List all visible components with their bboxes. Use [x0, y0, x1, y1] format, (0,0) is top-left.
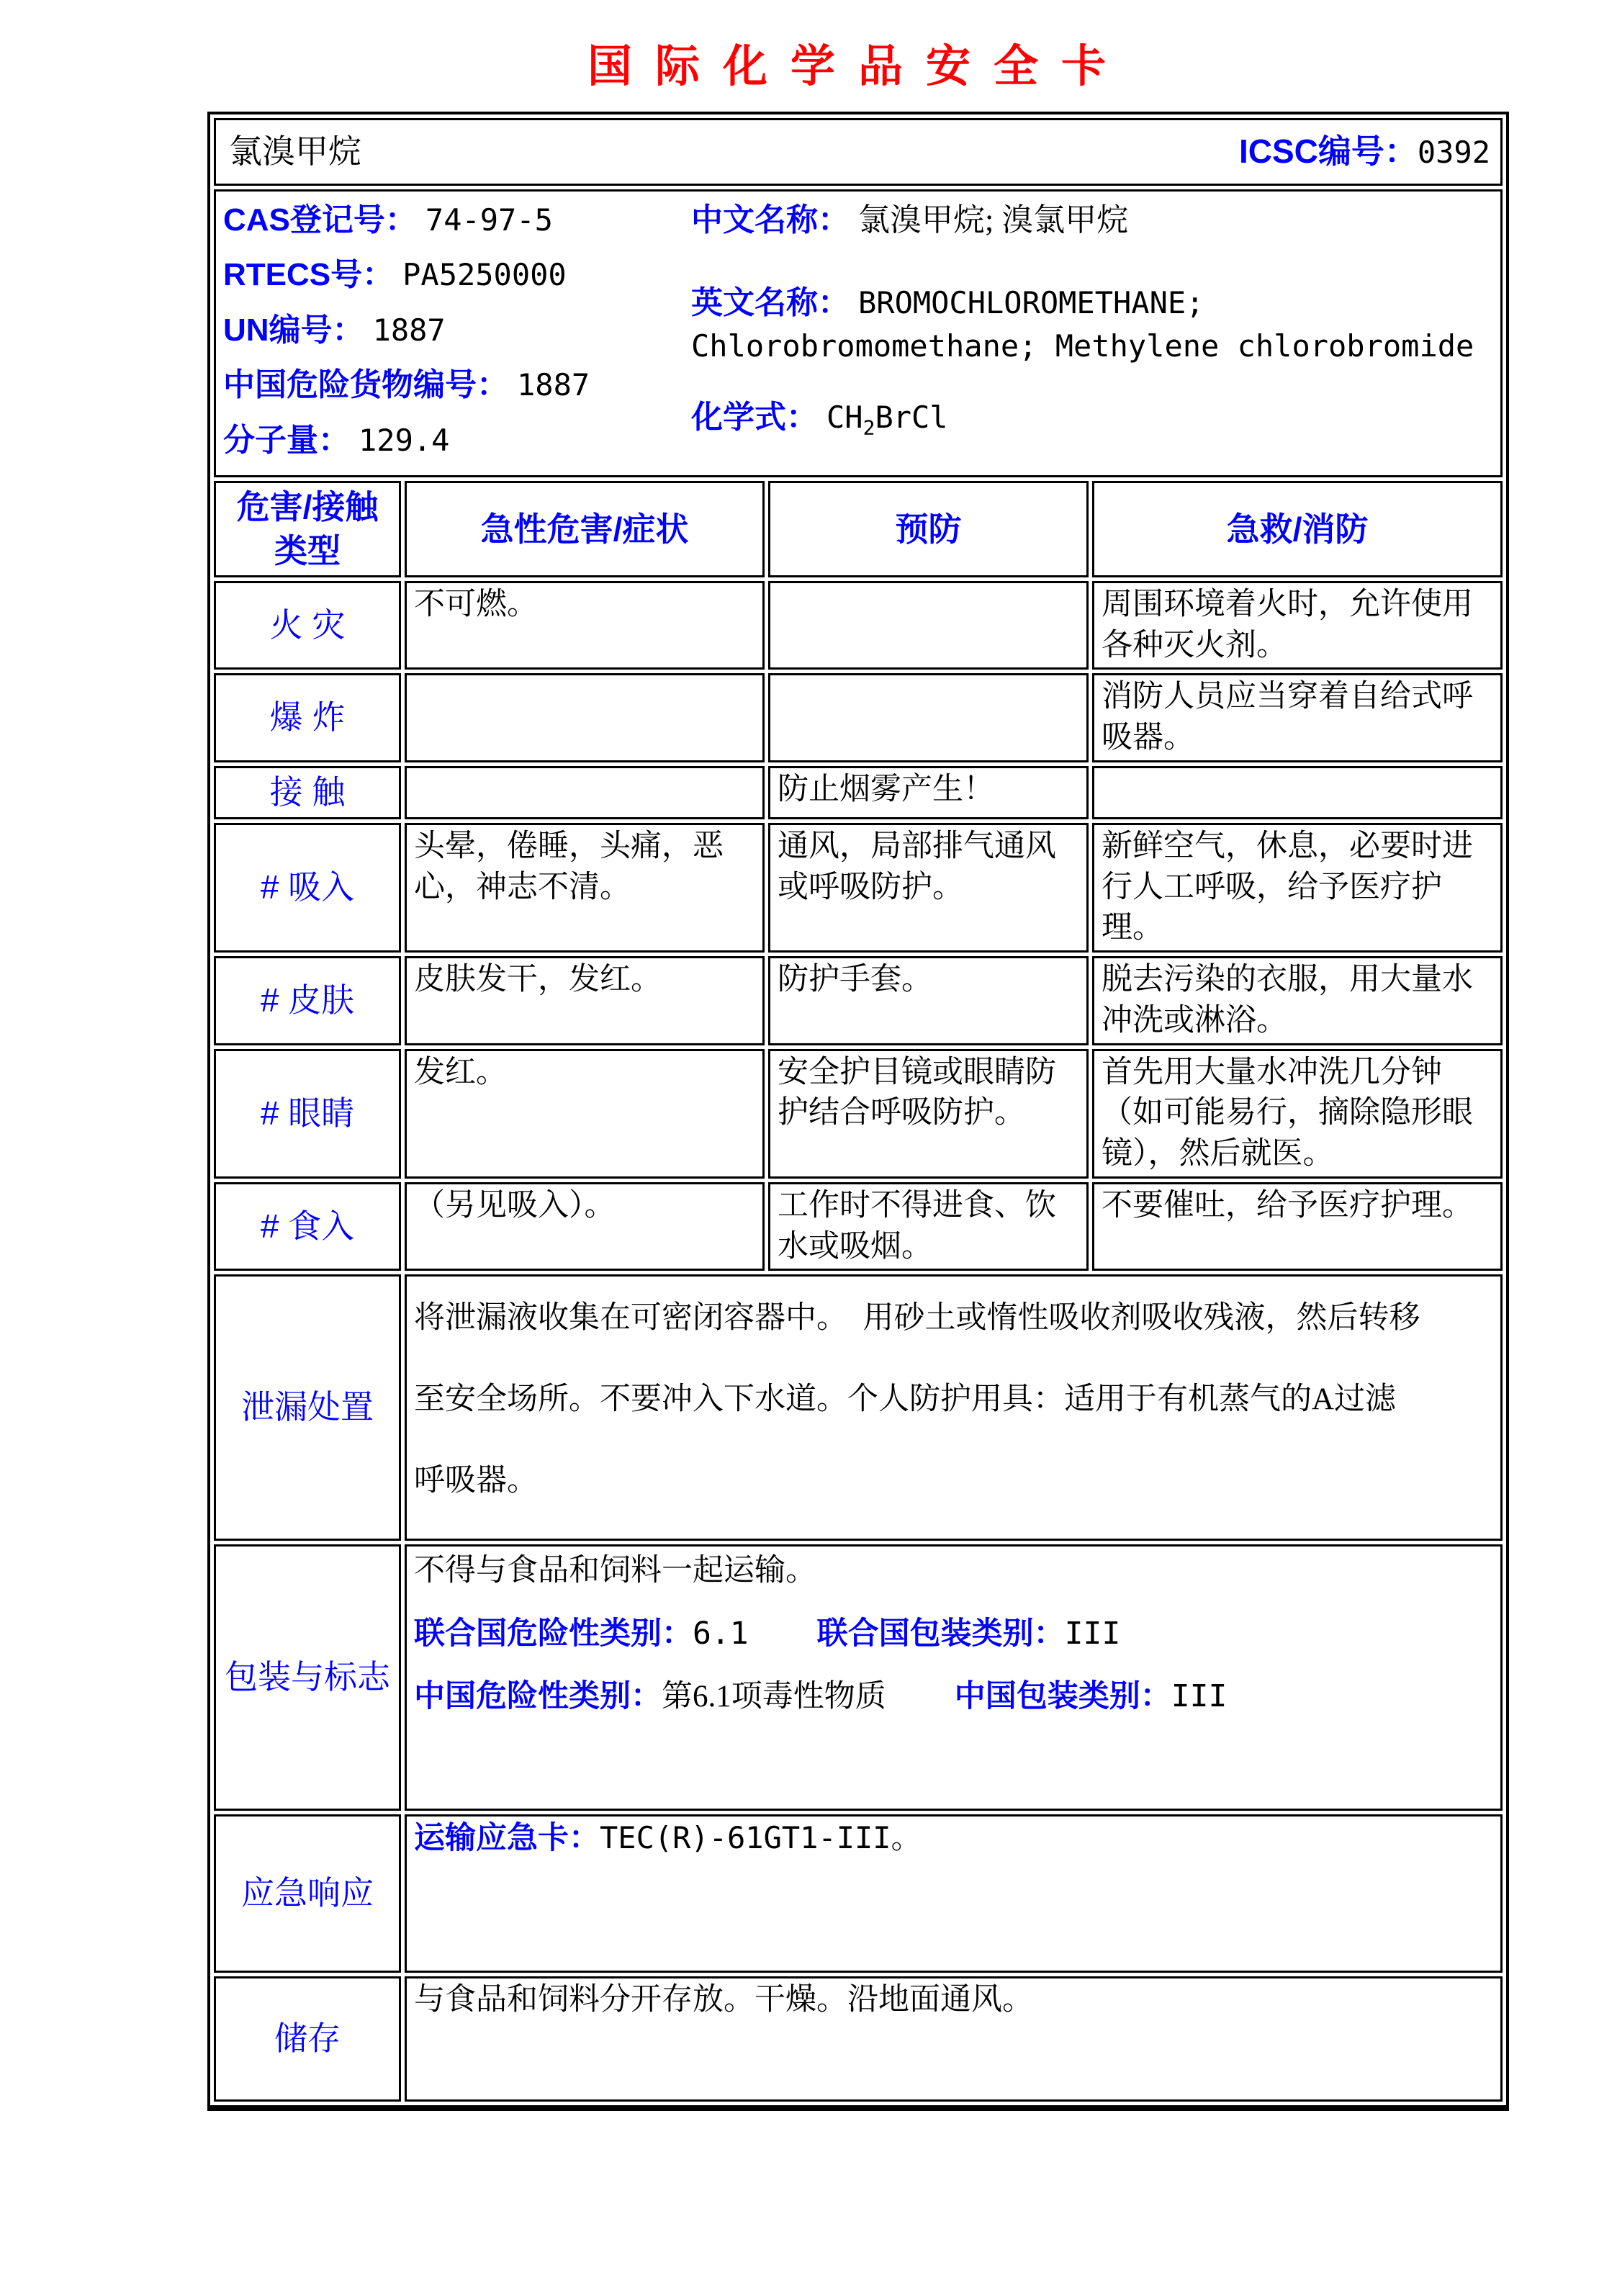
inhalation-label: # 吸入 — [214, 823, 401, 953]
explosion-prevention-cell — [768, 673, 1089, 762]
hazard-row-fire — [214, 581, 1503, 670]
mol-weight-label: 分子量： — [223, 422, 350, 458]
eyes-prevention-cell: 安全护目镜或眼睛防护结合呼吸防护。 — [768, 1049, 1089, 1179]
un-packing-group-label: 联合国包装类别： — [816, 1616, 1065, 1651]
ingestion-first-aid-cell: 不要催吐，给予医疗护理。 — [1092, 1182, 1503, 1271]
header-acute-symptoms: 急性危害/症状 — [405, 481, 765, 577]
fire-first-aid-cell: 周围环境着火时，允许使用各种灭火剂。 — [1092, 581, 1503, 670]
eyes-first-aid-cell: 首先用大量水冲洗几分钟（如可能易行，摘除隐形眼镜），然后就医。 — [1092, 1049, 1503, 1179]
inhalation-symptoms-cell: 头晕，倦睡，头痛，恶心，神志不清。 — [405, 823, 765, 953]
emergency-row — [214, 1814, 1503, 1973]
name-flex — [223, 130, 1493, 174]
contact-prevention-cell: 防止烟雾产生！ — [768, 766, 1089, 819]
hazard-row-contact — [214, 766, 1503, 819]
identifiers-cell — [214, 189, 1503, 477]
hazard-row-skin — [214, 956, 1503, 1045]
spill-row — [214, 1274, 1503, 1541]
hazard-header-row — [214, 481, 1503, 577]
cas-label: CAS登记号： — [223, 202, 417, 238]
identifiers-left-column — [223, 199, 691, 474]
inhalation-prevention-cell: 通风，局部排气通风或呼吸防护。 — [768, 823, 1089, 953]
fire-prevention-cell — [768, 581, 1089, 670]
inhalation-first-aid-cell: 新鲜空气，休息，必要时进行人工呼吸，给予医疗护理。 — [1092, 823, 1503, 953]
packaging-transport-note: 不得与食品和饲料一起运输。 — [414, 1554, 816, 1588]
cn-dg-value: 1887 — [517, 367, 590, 403]
cn-classification-line — [414, 1673, 1493, 1721]
name-cell — [214, 118, 1503, 186]
cas-number-line — [223, 199, 691, 241]
icsc-number-group — [1239, 130, 1493, 174]
emergency-label: 应急响应 — [214, 1814, 401, 1973]
english-name-line — [691, 282, 1493, 367]
contact-label: 接 触 — [214, 766, 401, 819]
un-hazard-class-label: 联合国危险性类别： — [414, 1616, 693, 1651]
storage-label: 储存 — [214, 1976, 401, 2102]
icsc-label: ICSC编号： — [1238, 132, 1418, 171]
rtecs-value: PA5250000 — [402, 257, 567, 293]
cn-dg-label: 中国危险货物编号： — [223, 367, 508, 403]
packaging-content-cell — [405, 1544, 1503, 1811]
rtecs-label: RTECS号： — [223, 257, 395, 293]
explosion-first-aid-cell: 消防人员应当穿着自给式呼吸器。 — [1092, 673, 1503, 762]
formula-subscript: 2 — [862, 415, 875, 440]
un-number-line — [223, 309, 691, 351]
skin-label: # 皮肤 — [214, 956, 401, 1045]
header-prevention: 预防 — [768, 481, 1089, 577]
identifiers-row — [214, 189, 1503, 477]
storage-content-cell: 与食品和饲料分开存放。干燥。沿地面通风。 — [405, 1976, 1503, 2102]
hazard-row-eyes — [214, 1049, 1503, 1179]
skin-prevention-cell: 防护手套。 — [768, 956, 1089, 1045]
spill-content-cell — [405, 1274, 1503, 1541]
hazard-row-explosion — [214, 673, 1503, 762]
cn-packing-group-value: III — [1171, 1678, 1228, 1715]
mol-weight-value: 129.4 — [359, 422, 450, 458]
skin-symptoms-cell: 皮肤发干，发红。 — [405, 956, 765, 1045]
cn-hazard-class-value: 第6.1项毒性物质 — [662, 1680, 886, 1714]
mol-weight-line — [223, 419, 691, 462]
explosion-symptoms-cell — [405, 673, 765, 762]
cn-dg-number-line — [223, 364, 691, 406]
chinese-name-value: 氯溴甲烷; 溴氯甲烷 — [858, 202, 1129, 238]
emergency-content-cell — [405, 1814, 1503, 1973]
contact-first-aid-cell — [1092, 766, 1503, 819]
spill-text: 将泄漏液收集在可密闭容器中。 用砂土或惰性吸收剂吸收残液，然后转移至安全场所。不要冲入下水道。个人防护用具：适用于有机蒸气的A过滤呼吸器。 — [414, 1301, 1420, 1498]
ingestion-symptoms-cell: （另见吸入）。 — [405, 1182, 765, 1271]
rtecs-number-line — [223, 253, 691, 296]
page-title: 国际化学品安全卡 — [587, 42, 1129, 91]
header-hazard-type: 危害/接触 类型 — [214, 481, 401, 577]
skin-first-aid-cell: 脱去污染的衣服，用大量水冲洗或淋浴。 — [1092, 956, 1503, 1045]
header-first-aid: 急救/消防 — [1092, 481, 1503, 577]
safety-card-page — [207, 0, 1509, 2111]
identifiers-layout — [223, 193, 1493, 474]
hazard-row-inhalation — [214, 823, 1503, 953]
eyes-symptoms-cell: 发红。 — [405, 1049, 765, 1179]
contact-symptoms-cell — [405, 766, 765, 819]
packaging-label: 包装与标志 — [214, 1544, 401, 1811]
cas-value: 74-97-5 — [425, 202, 553, 238]
cn-packing-group-label: 中国包装类别： — [954, 1679, 1171, 1714]
ingestion-prevention-cell: 工作时不得进食、饮水或吸烟。 — [768, 1182, 1089, 1271]
fire-label: 火 灾 — [214, 581, 401, 670]
name-row — [214, 118, 1503, 186]
chinese-name-line — [691, 199, 1493, 241]
tec-card-label: 运输应急卡： — [414, 1821, 600, 1856]
spill-label: 泄漏处置 — [214, 1274, 401, 1541]
un-classification-line — [414, 1611, 1493, 1658]
fire-symptoms-cell: 不可燃。 — [405, 581, 765, 670]
chinese-name-label: 中文名称： — [691, 202, 850, 238]
packaging-row — [214, 1544, 1503, 1811]
un-packing-group-value: III — [1064, 1615, 1121, 1652]
english-name-value: BROMOCHLOROMETHANE; Chlorobromomethane; Methylene chlorobromide — [691, 285, 1474, 364]
explosion-label: 爆 炸 — [214, 673, 401, 762]
cn-hazard-class-label: 中国危险性类别： — [414, 1679, 662, 1714]
formula-value: $CH_2BrCl$ — [826, 400, 948, 440]
storage-row — [214, 1976, 1503, 2102]
formula-label: 化学式： — [691, 400, 818, 436]
tec-card-value: TEC(R)-61GT1-III。 — [600, 1820, 922, 1856]
icsc-card-table — [207, 112, 1509, 2111]
eyes-label: # 眼睛 — [214, 1049, 401, 1179]
hazard-row-ingestion — [214, 1182, 1503, 1271]
un-hazard-class-value: 6.1 — [693, 1615, 749, 1652]
un-label: UN编号： — [223, 312, 364, 348]
formula-line — [691, 396, 1493, 441]
ingestion-label: # 食入 — [214, 1182, 401, 1271]
identifiers-right-column — [691, 199, 1493, 474]
substance-name: 氯溴甲烷 — [229, 132, 361, 170]
un-value: 1887 — [372, 312, 446, 348]
english-name-label: 英文名称： — [691, 285, 850, 321]
icsc-number: 0392 — [1417, 135, 1490, 171]
